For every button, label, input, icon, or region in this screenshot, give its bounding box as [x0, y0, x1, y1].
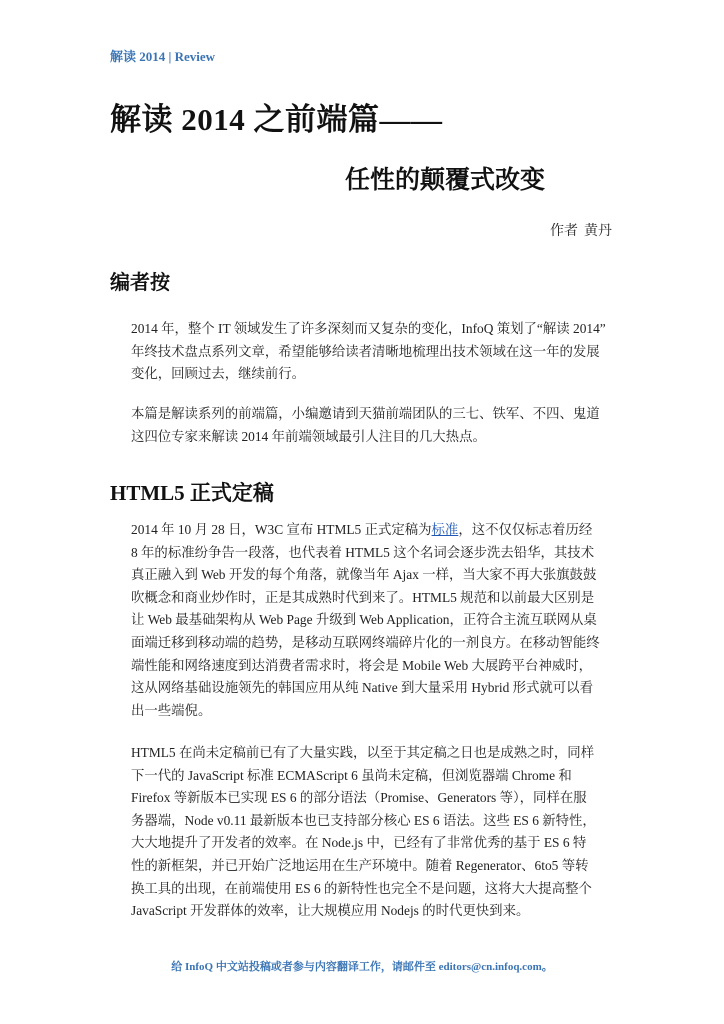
html5-paragraph-2	[131, 742, 615, 923]
text-line: 让 Web 最基础架构从 Web Page 升级到 Web Application，正符合主流互联网从桌	[131, 612, 597, 628]
text-line: 本篇是解读系列的前端篇，小编邀请到天猫前端团队的三七、铁军、不四、鬼道	[131, 406, 600, 421]
text-line: 真正融入到 Web 开发的每个角落，就像当年 Ajax 一样，当大家不再大张旗鼓鼓	[131, 567, 597, 583]
text-line: 2014 年，整个 IT 领域发生了许多深刻而又复杂的变化，InfoQ 策划了“解读 2014”	[131, 321, 606, 336]
text-line: Firefox 等新版本已实现 ES 6 的部分语法（Promise、Generators 等），同样在服	[131, 790, 587, 806]
editor-note-heading: 编者按	[110, 270, 170, 294]
editor-note-paragraph-1	[131, 318, 615, 386]
html5-paragraph-1	[131, 519, 615, 722]
text-line: 下一代的 JavaScript 标准 ECMAScript 6 虽尚未定稿，但浏览器端 Chrome 和	[131, 767, 572, 783]
html5-section-heading: HTML5 正式定稿	[110, 481, 274, 505]
text-line: 端性能和网络速度到达消费者需求时，将会是 Mobile Web 大展跨平台神威时，	[131, 657, 593, 673]
text-line: 这从网络基础设施领先的韩国应用从纯 Native 到大量采用 Hybrid 形式就可以看	[131, 680, 593, 696]
text-segment: 2014 年 10 月 28 日，W3C 宣布 HTML5 正式定稿为	[131, 522, 432, 537]
running-header: 解读 2014 | Review	[110, 49, 216, 64]
text-line: 出一些端倪。	[131, 702, 212, 718]
text-line: HTML5 在尚未定稿前已有了大量实践，以至于其定稿之日也是成熟之时，同样	[131, 745, 595, 760]
text-line: 变化，回顾过去，继续前行。	[131, 366, 306, 382]
text-line: 面端迁移到移动端的趋势，是移动互联网终端碎片化的一剂良方。在移动智能终	[131, 634, 600, 650]
text-line: 性的新框架，并已开始广泛地运用在生产环境中。随着 Regenerator、6to5 等转	[131, 857, 589, 873]
standard-link[interactable]: 标准	[431, 522, 459, 537]
text-segment: ，这不仅仅标志着历经	[458, 522, 593, 537]
author-name: 黄丹	[584, 224, 612, 239]
text-line: 大大地提升了开发者的效率。在 Node.js 中，已经有了非常优秀的基于 ES 6 特	[131, 835, 587, 851]
text-line: 年终技术盘点系列文章，希望能够给读者清晰地梳理出技术领域在这一年的发展	[131, 343, 600, 359]
page-subtitle: 任性的颠覆式改变	[345, 165, 546, 194]
text-line: 这四位专家来解读 2014 年前端领域最引人注目的几大热点。	[131, 428, 486, 444]
page-footer: 给 InfoQ 中文站投稿或者参与内容翻译工作，请邮件至 editors@cn.infoq.com。	[171, 961, 553, 973]
text-line: 8 年的标准纷争告一段落，也代表着 HTML5 这个名词会逐步洗去铅华，其技术	[131, 544, 595, 560]
text-line: 吹概念和商业炒作时，正是其成熟时代到来了。HTML5 规范和以前最大区别是	[131, 589, 595, 605]
page-title: 解读 2014 之前端篇——	[110, 102, 443, 137]
editor-note-paragraph-2	[131, 403, 615, 448]
text-line	[131, 519, 615, 542]
text-line: 换工具的出现，在前端使用 ES 6 的新特性也完全不是问题，这将大大提高整个	[131, 880, 592, 896]
text-line: 务器端，Node v0.11 最新版本也已支持部分核心 ES 6 语法。这些 ES 6 新特性，	[131, 812, 596, 828]
author-byline	[550, 220, 612, 240]
text-line: JavaScript 开发群体的效率，让大规模应用 Nodejs 的时代更快到来。	[131, 903, 530, 919]
author-label: 作者	[550, 224, 578, 239]
